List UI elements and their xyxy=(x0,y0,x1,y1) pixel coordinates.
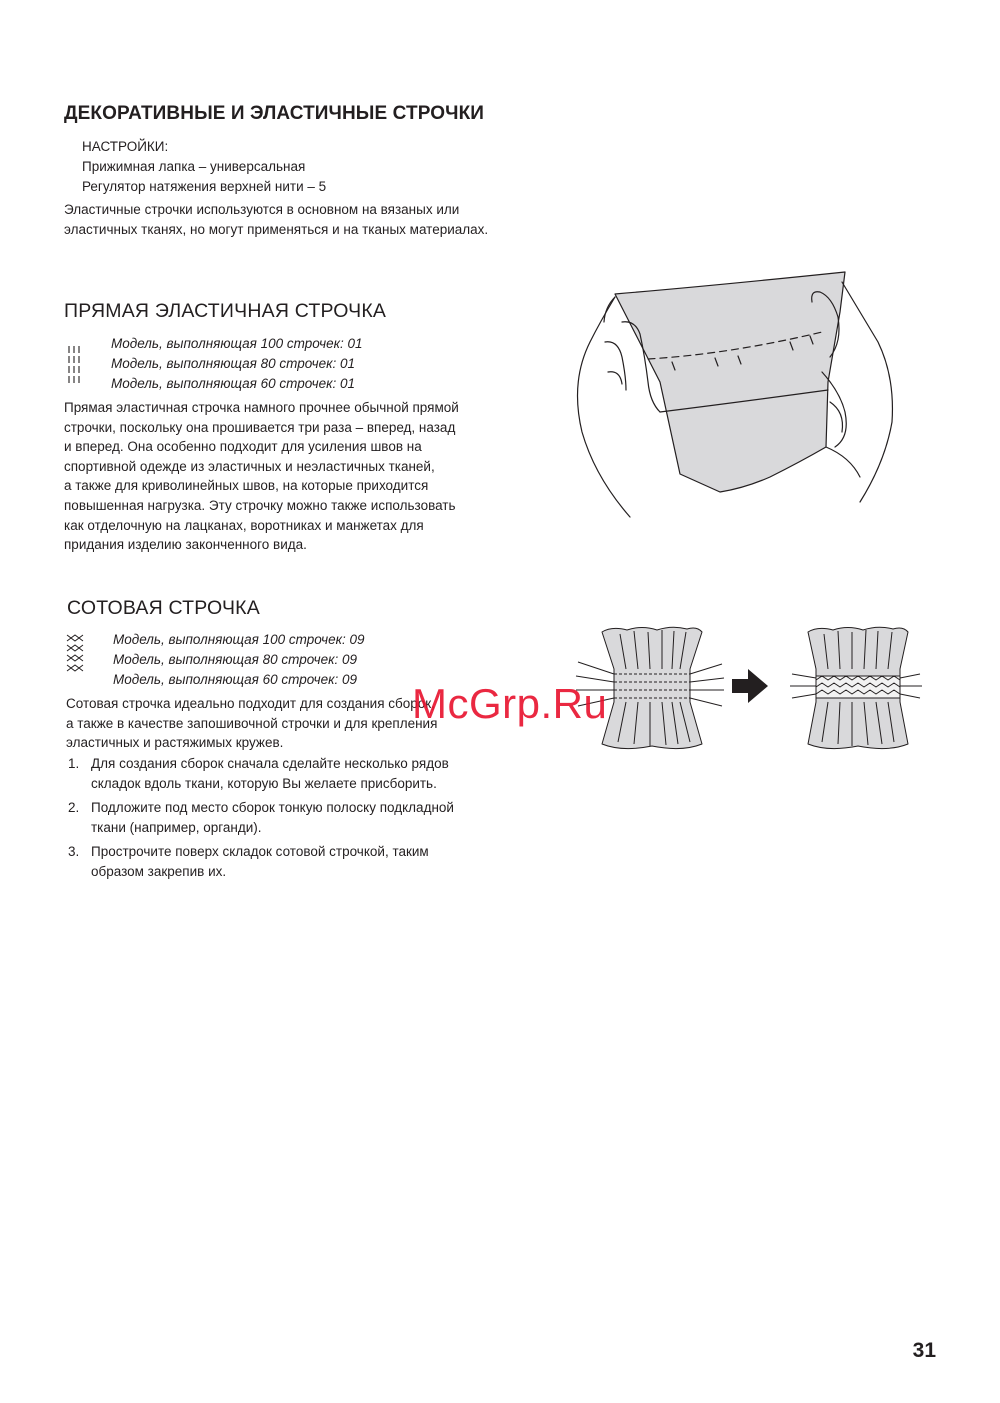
step-number: 1. xyxy=(68,756,80,771)
straight-stretch-models xyxy=(111,334,363,394)
step-number: 2. xyxy=(68,800,80,816)
settings-presser-foot: Прижимная лапка – универсальная xyxy=(82,159,306,174)
description-line: спортивной одежде из эластичных и неэластичных тканей, xyxy=(64,458,435,474)
settings-heading: НАСТРОЙКИ: xyxy=(82,139,169,154)
description-line: и вперед. Она особенно подходит для усиления швов на xyxy=(64,439,422,455)
step-number: 3. xyxy=(68,844,80,860)
hands-stretching-fabric-illustration xyxy=(560,262,900,532)
step-line: складок вдоль ткани, которую Вы желаете присборить. xyxy=(91,775,437,791)
model-line: Модель, выполняющая 60 строчек: 09 xyxy=(113,672,358,687)
honeycomb-title: СОТОВАЯ СТРОЧКА xyxy=(67,597,260,619)
intro-line: Эластичные строчки используются в основном на вязаных или xyxy=(64,202,460,217)
step-line: Для создания сборок сначала сделайте несколько рядов xyxy=(91,756,449,771)
step-item xyxy=(66,754,454,793)
description-line: а также в качестве запошивочной строчки и для крепления xyxy=(66,715,438,731)
description-line: Прямая эластичная строчка намного прочнее обычной прямой xyxy=(64,400,459,415)
model-line: Модель, выполняющая 80 строчек: 01 xyxy=(111,356,356,371)
step-line: ткани (например, органди). xyxy=(91,819,262,835)
straight-stretch-title: ПРЯМАЯ ЭЛАСТИЧНАЯ СТРОЧКА xyxy=(64,300,387,322)
honeycomb-description xyxy=(66,694,437,753)
page-title: ДЕКОРАТИВНЫЕ И ЭЛАСТИЧНЫЕ СТРОЧКИ xyxy=(64,103,485,124)
description-line: повышенная нагрузка. Эту строчку можно также использовать xyxy=(64,497,456,513)
settings-tension: Регулятор натяжения верхней нити – 5 xyxy=(82,179,327,194)
description-line: Сотовая строчка идеально подходит для создания сборок, xyxy=(66,696,435,711)
step-item xyxy=(66,798,454,837)
description-line: строчки, поскольку она прошивается три раза – вперед, назад xyxy=(64,419,456,435)
triple-straight-stitch-icon xyxy=(66,344,86,386)
step-item xyxy=(66,842,454,881)
model-line: Модель, выполняющая 80 строчек: 09 xyxy=(113,652,358,667)
model-line: Модель, выполняющая 60 строчек: 01 xyxy=(111,376,356,391)
description-line: эластичных и растяжимых кружев. xyxy=(66,735,284,751)
settings-block xyxy=(82,137,326,197)
description-line: придания изделию законченного вида. xyxy=(64,537,307,553)
intro-paragraph xyxy=(64,200,488,239)
straight-stretch-description xyxy=(64,398,459,555)
step-line: Прострочите поверх складок сотовой строчкой, таким xyxy=(91,844,429,860)
description-line: а также для криволинейных швов, на которые приходится xyxy=(64,478,429,494)
honeycomb-models xyxy=(113,630,365,690)
smocking-before-after-illustration xyxy=(572,624,922,759)
watermark-logo: McGrp.Ru xyxy=(412,680,608,727)
model-line: Модель, выполняющая 100 строчек: 09 xyxy=(113,632,365,647)
step-line: Подложите под место сборок тонкую полоску подкладной xyxy=(91,800,454,816)
page-number: 31 xyxy=(912,1339,936,1362)
honeycomb-stitch-icon xyxy=(64,632,86,678)
step-line: образом закрепив их. xyxy=(91,863,227,879)
model-line: Модель, выполняющая 100 строчек: 01 xyxy=(111,336,363,351)
honeycomb-steps xyxy=(66,754,454,887)
intro-line: эластичных тканях, но могут применяться и на тканых материалах. xyxy=(64,221,489,237)
description-line: как отделочную на лацканах, воротниках и манжетах для xyxy=(64,517,424,533)
